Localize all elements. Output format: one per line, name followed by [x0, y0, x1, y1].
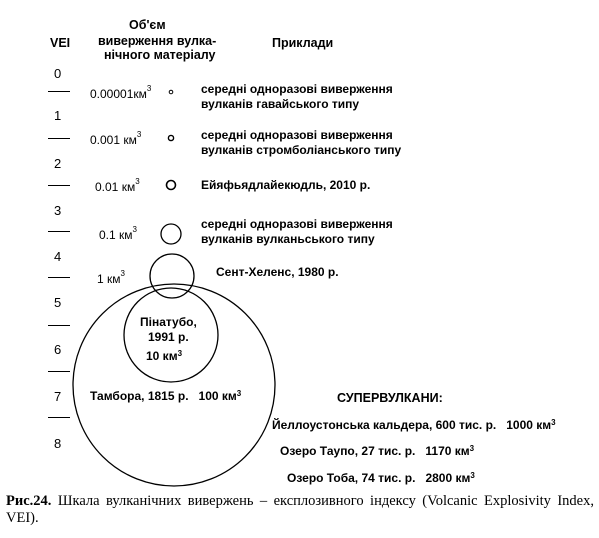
vei-level-5: 5 [54, 295, 62, 310]
circle-vei-st-helens [150, 254, 194, 298]
volume-label-3: 0.1 $км^3$ [99, 225, 137, 242]
vei-level-7: 7 [54, 389, 62, 404]
pinatubo-volume: 10 $км^3$ [146, 349, 183, 363]
volume-label-0: $0.00001км^3$ [90, 84, 152, 101]
header-examples: Приклади [272, 36, 334, 50]
header-vei: VEI [50, 36, 71, 50]
circle-vei-2 [167, 181, 176, 190]
supervolcano-taupo: Озеро Таупо, 27 тис. р. 1170 $км^3$ [280, 444, 475, 458]
vei-level-4: 4 [54, 249, 62, 264]
circle-vei-1 [168, 135, 173, 140]
supervolcanoes-title: СУПЕРВУЛКАНИ: [337, 391, 443, 405]
figure-caption-text: Шкала вулканічних вивержень – експлозивного індексу (Volcanic Explosivity Index, VEI). [6, 493, 594, 526]
pinatubo-label-line1: Пінатубо, [140, 315, 197, 329]
figure-caption [6, 493, 594, 527]
figure-caption-label: Рис.24. [6, 493, 52, 509]
example-0: середні одноразові виверження вулканів гавайського типу [201, 82, 393, 111]
example-1: середні одноразові виверження вулканів стромболіанського типу [201, 128, 402, 157]
pinatubo-label-line2: 1991 р. [148, 330, 189, 344]
vei-level-3: 3 [54, 203, 62, 218]
tambora-label: Тамбора, 1815 р. 100 $км^3$ [90, 389, 242, 403]
header-volume-line1: Об'єм [129, 18, 166, 32]
vei-level-1: 1 [54, 108, 62, 123]
vei-level-8: 8 [54, 436, 62, 451]
circle-vei-3 [161, 224, 181, 244]
volume-label-1: 0.001 $км^3$ [90, 130, 142, 147]
example-4: Сент-Хеленс, 1980 р. [216, 265, 339, 279]
volume-label-2: 0.01 $км^3$ [95, 177, 140, 194]
circle-vei-0 [169, 90, 173, 94]
header-volume-line3: нічного матеріалу [104, 48, 216, 62]
supervolcano-toba: Озеро Тоба, 74 тис. р. 2800 $км^3$ [287, 471, 475, 485]
supervolcano-yellowstone: Йеллоустонська кальдера, 600 тис. р. 1000 $км^3$ [272, 418, 556, 432]
example-3: середні одноразові виверження вулканів вулканьського типу [201, 217, 393, 246]
volume-label-4: 1 $км^3$ [97, 269, 125, 286]
vei-level-6: 6 [54, 342, 62, 357]
vei-level-2: 2 [54, 156, 62, 171]
example-2: Ейяфьядлайекюдль, 2010 р. [201, 178, 371, 192]
vei-level-0: 0 [54, 66, 62, 81]
header-volume-line2: виверження вулка- [98, 34, 217, 48]
